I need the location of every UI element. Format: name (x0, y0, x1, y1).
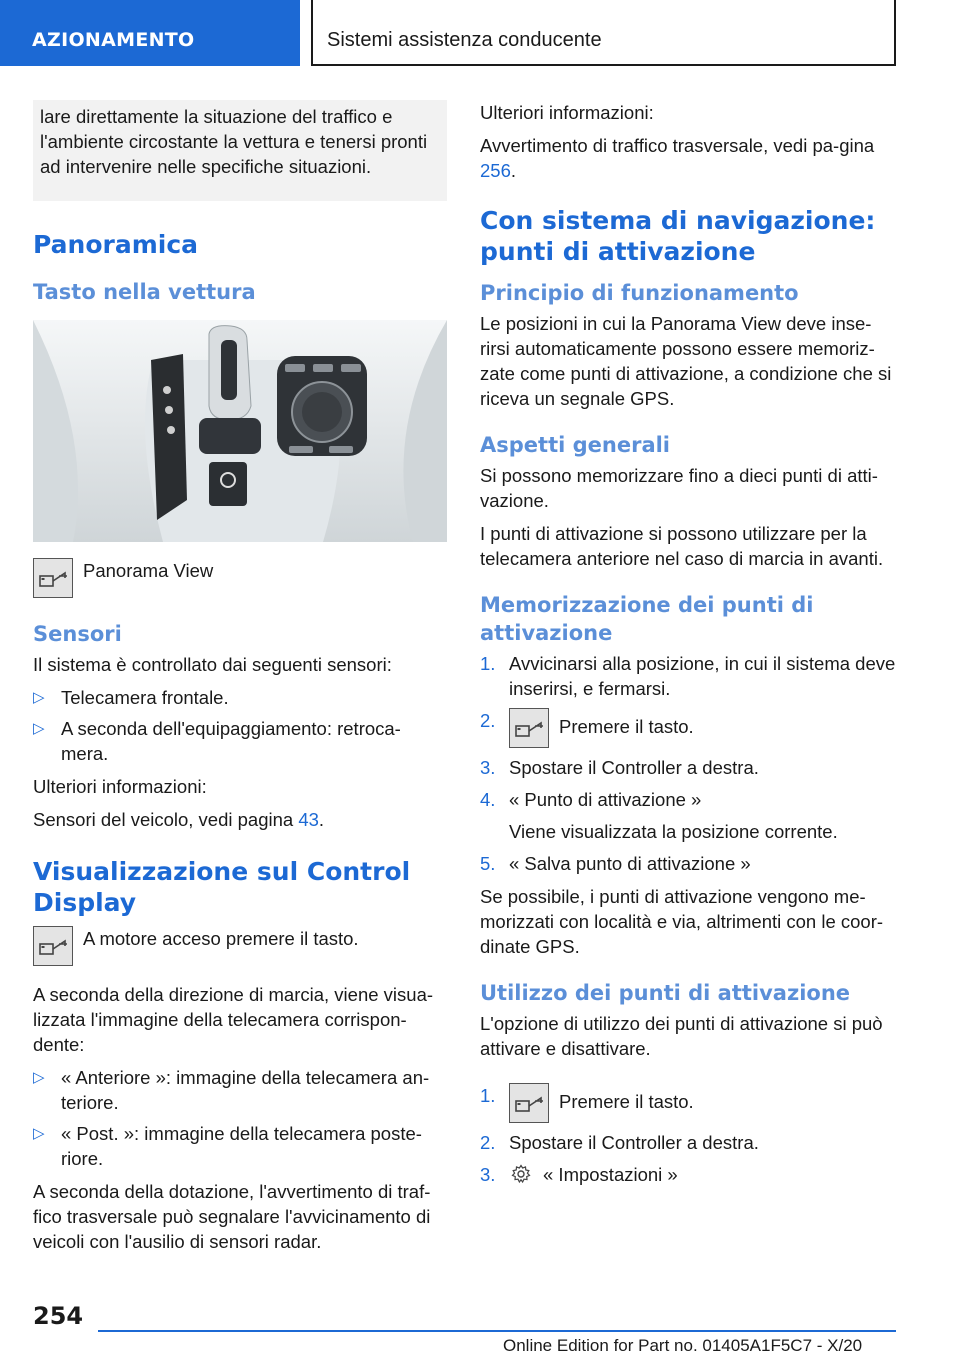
principio-text: Le posizioni in cui la Panorama View deve inse-rirsi automaticamente possono essere memoriz-zate come punti di attivazione, a condizione che si riceva un segnale GPS. (480, 313, 892, 409)
util-steps (480, 1083, 896, 1190)
panorama-view-camera-icon (33, 558, 73, 598)
visual-paragraph-2: A seconda della dotazione, l'avvertimento di traf-fico trasversale può segnalare l'avvicinamento di veicoli con l'ausilio di sensori radar. (33, 1181, 431, 1252)
note-text: lare direttamente la situazione del traffico e l'ambiente circostante la vettura e tenersi pronti ad intervenire nelle specifiche situazioni. (40, 106, 428, 177)
gear-icon (511, 1164, 531, 1190)
section-tab (0, 0, 300, 66)
heading-navigazione: Con sistema di navigazione: punti di attivazione (480, 206, 876, 266)
chapter-header (311, 0, 896, 66)
step-item: 1. Avvicinarsi alla posizione, in cui il sistema deve inserirsi, e fermarsi. (480, 653, 896, 699)
visual-list (33, 1065, 447, 1171)
memo-paragraph: Se possibile, i punti di attivazione vengono me-morizzati con località e via, altrimenti con le coor-dinate GPS. (480, 886, 884, 957)
step-item: 3. « Impostazioni » (480, 1162, 896, 1190)
heading-sensori: Sensori (33, 622, 122, 646)
memo-steps (480, 651, 896, 876)
triangle-bullet-icon: ▷ (33, 1069, 45, 1086)
edition-footer: Online Edition for Part no. 01405A1F5C7 - X/20 (503, 1336, 863, 1355)
triangle-bullet-icon: ▷ (33, 720, 45, 737)
chapter-title: Sistemi assistenza conducente (327, 29, 602, 51)
step-item: 2. Spostare il Controller a destra. (480, 1132, 759, 1153)
page-number: 254 (33, 1302, 84, 1330)
heading-memorizzazione: Memorizzazione dei punti di attivazione (480, 593, 814, 645)
visual-button-row (33, 926, 447, 966)
page-link-256[interactable]: 256 (480, 160, 511, 181)
panorama-view-camera-icon (33, 926, 73, 966)
panorama-view-label: Panorama View (83, 560, 214, 581)
list-item: ▷ « Anteriore »: immagine della telecamera an-teriore. (33, 1067, 430, 1113)
triangle-bullet-icon: ▷ (33, 689, 45, 706)
console-photo (33, 320, 447, 542)
console-illustration (33, 320, 447, 542)
footer-divider (98, 1330, 896, 1332)
triangle-bullet-icon: ▷ (33, 1125, 45, 1142)
heading-aspetti: Aspetti generali (480, 433, 671, 457)
page-link-43[interactable]: 43 (298, 809, 319, 830)
step-item: 2. Premere il tasto. (480, 708, 896, 748)
note-box (33, 100, 447, 201)
panorama-view-camera-icon (509, 708, 549, 748)
panorama-view-button-row (33, 558, 447, 598)
heading-panoramica: Panoramica (33, 230, 199, 259)
step-item: 3. Spostare il Controller a destra. (480, 757, 759, 778)
left-column (33, 100, 447, 1262)
list-item: ▷ Telecamera frontale. (33, 687, 229, 708)
ulteriori-label: Ulteriori informazioni: (33, 776, 207, 797)
section-title: AZIONAMENTO (32, 29, 195, 51)
sensori-list (33, 685, 447, 766)
heading-visualizzazione: Visualizzazione sul Control Display (33, 857, 411, 917)
traffico-reference: Avvertimento di traffico trasversale, vedi pa-gina 256. (480, 135, 875, 181)
step-item: 4. « Punto di attivazione » Viene visualizzata la posizione corrente. (480, 789, 838, 842)
visual-button-text: A motore acceso premere il tasto. (83, 928, 359, 949)
aspetti-text-2: I punti di attivazione si possono utilizzare per la telecamera anteriore nel caso di marcia in avanti. (480, 523, 884, 569)
panorama-view-camera-icon (509, 1083, 549, 1123)
list-item: ▷ « Post. »: immagine della telecamera poste-riore. (33, 1123, 422, 1169)
utilizzo-text: L'opzione di utilizzo dei punti di attivazione si può attivare e disattivare. (480, 1013, 883, 1059)
list-item: ▷ A seconda dell'equipaggiamento: retroca-mera. (33, 718, 401, 764)
step-item: 1. Premere il tasto. (480, 1083, 896, 1123)
sensori-reference: Sensori del veicolo, vedi pagina 43. (33, 809, 325, 830)
right-column (480, 100, 896, 1198)
visual-paragraph: A seconda della direzione di marcia, viene visua-lizzata l'immagine della telecamera corrispon-dente: (33, 984, 434, 1055)
sensori-intro: Il sistema è controllato dai seguenti sensori: (33, 654, 392, 675)
heading-principio: Principio di funzionamento (480, 281, 799, 305)
heading-tasto: Tasto nella vettura (33, 280, 256, 304)
aspetti-text-1: Si possono memorizzare fino a dieci punti di atti-vazione. (480, 465, 878, 511)
ulteriori-label: Ulteriori informazioni: (480, 102, 654, 123)
heading-utilizzo: Utilizzo dei punti di attivazione (480, 981, 851, 1005)
step-item: 5. « Salva punto di attivazione » (480, 853, 751, 874)
